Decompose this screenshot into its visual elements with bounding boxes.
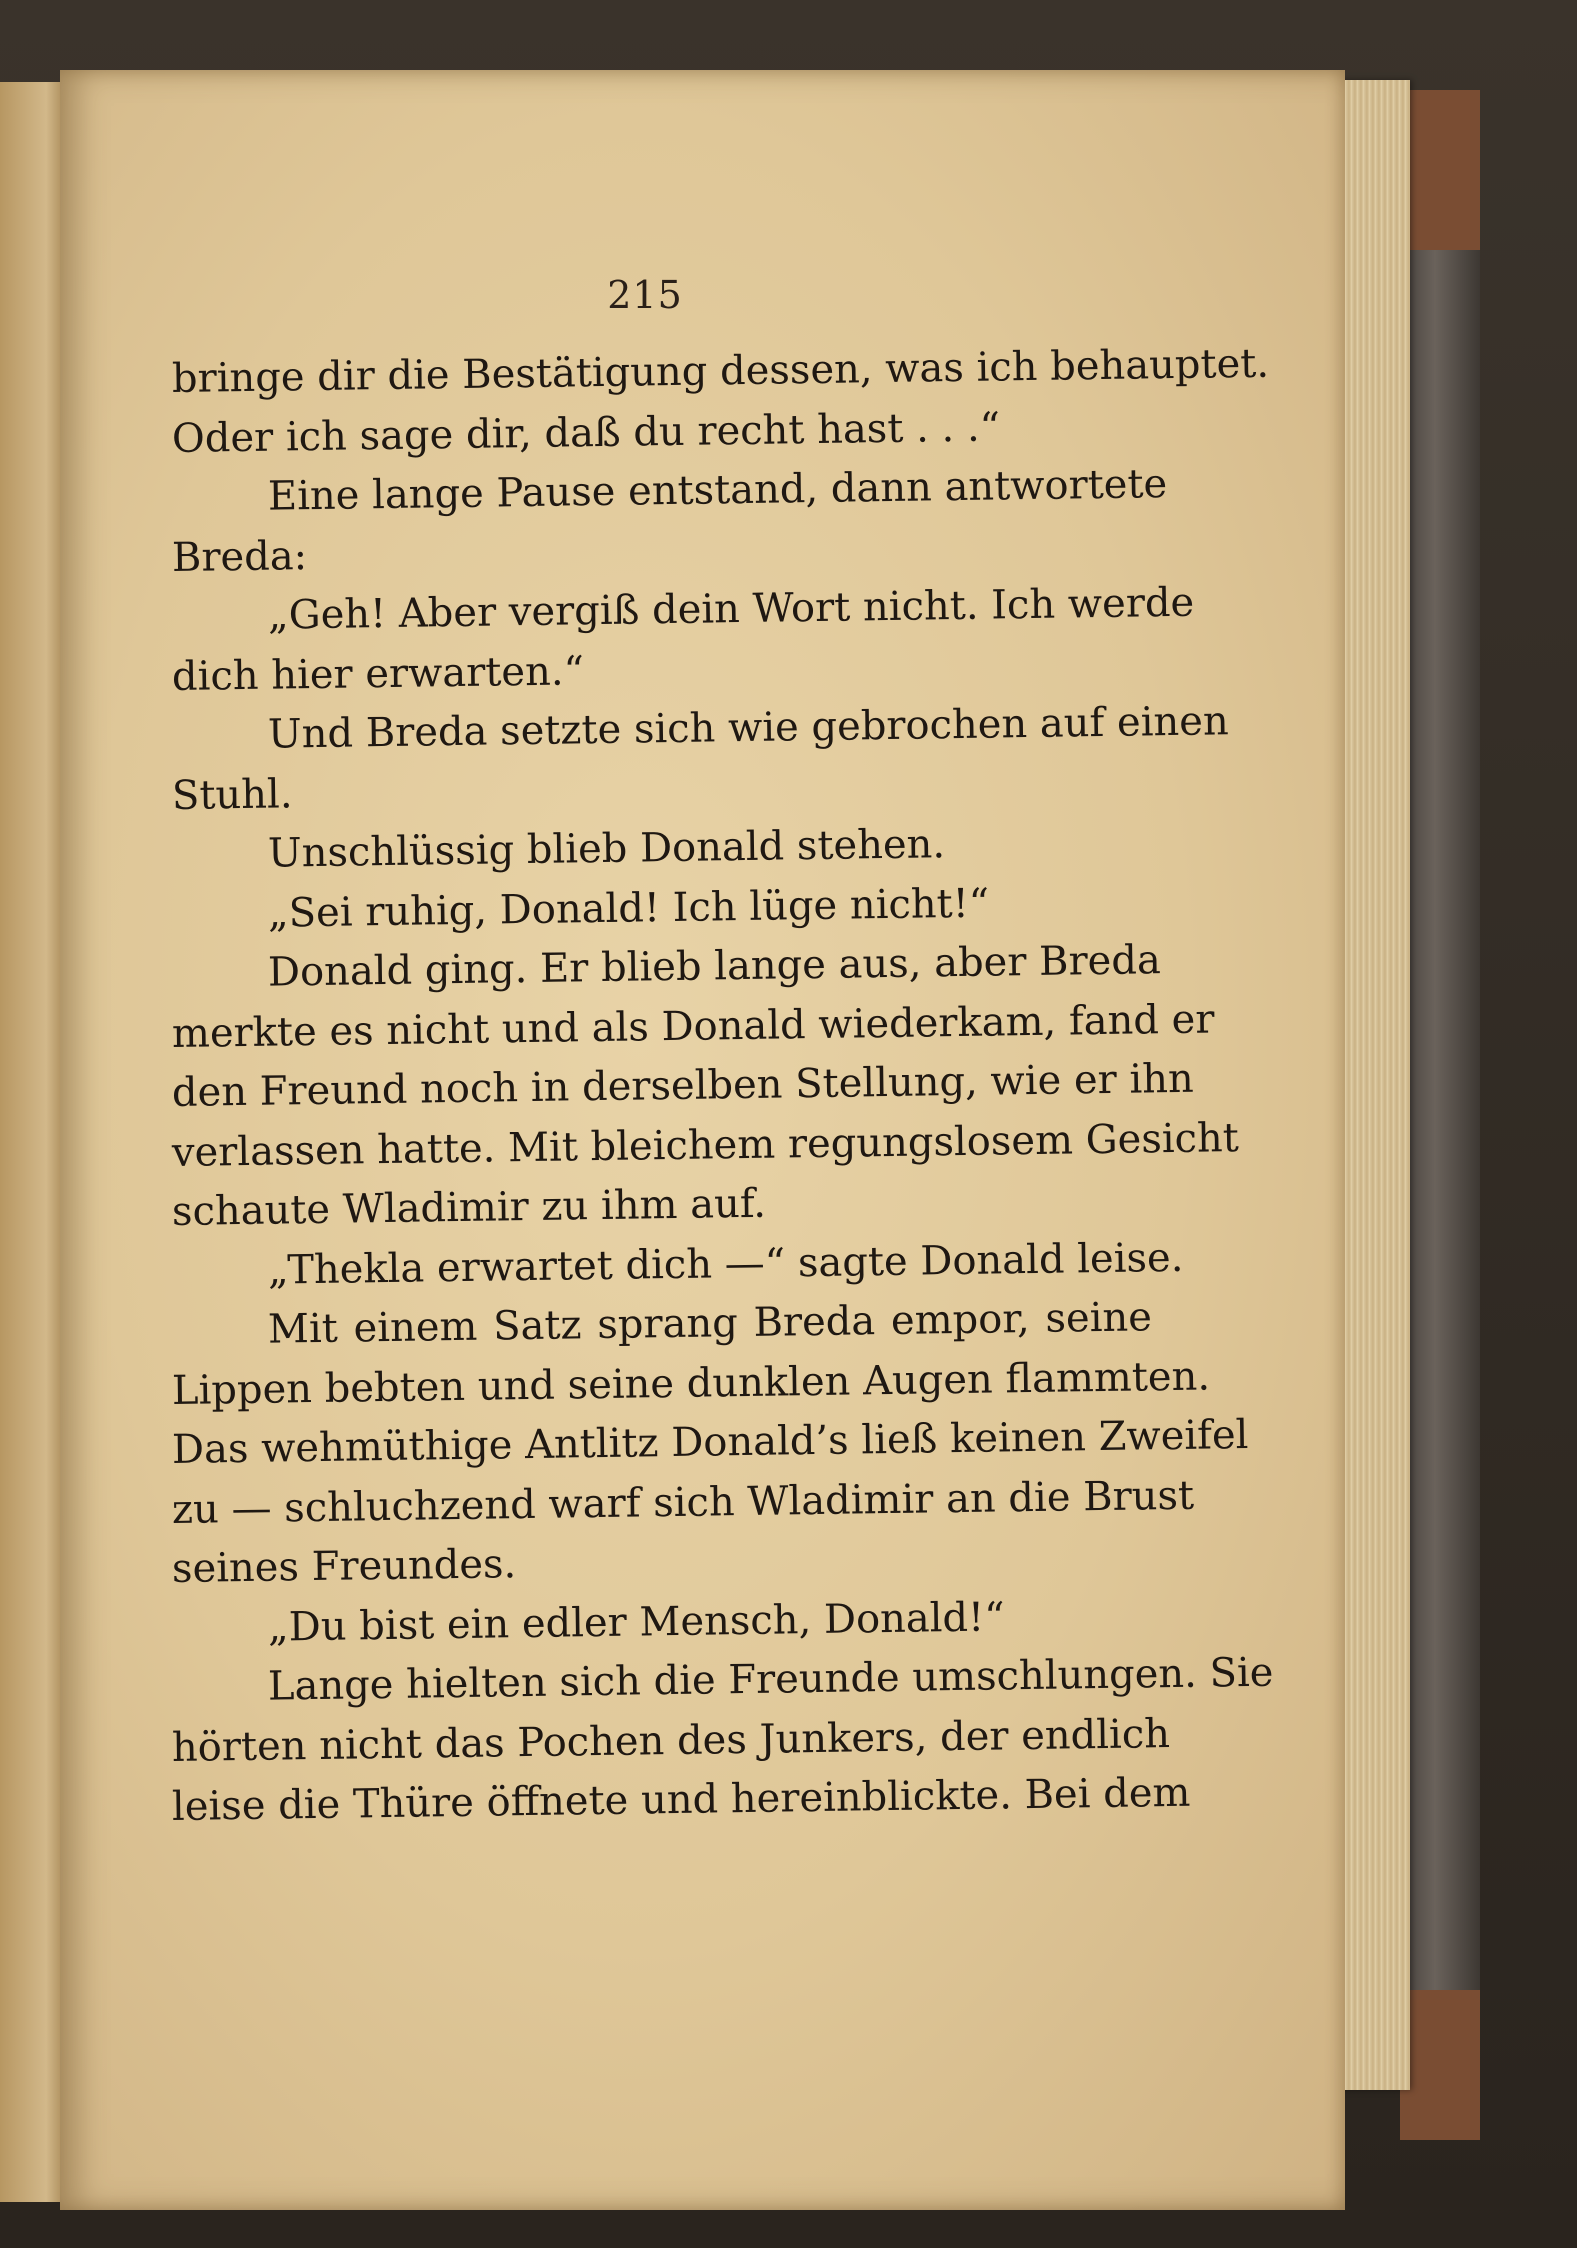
text-line: „Thekla erwartet dich —“ sagte Donald leise. bbox=[267, 1234, 1184, 1294]
text-line: schaute Wladimir zu ihm auf. bbox=[171, 1180, 767, 1235]
text-line: Und Breda setzte sich wie gebrochen auf einen bbox=[267, 698, 1229, 758]
text-line: den Freund noch in derselben Stellung, wie er ihn bbox=[171, 1055, 1195, 1116]
cover-corner-bottom bbox=[1400, 1990, 1480, 2140]
page-stack-edges bbox=[1340, 80, 1410, 2090]
text-line: Das wehmüthige Antlitz Donald’s ließ keinen Zweifel bbox=[171, 1411, 1249, 1473]
text-line: Lange hielten sich die Freunde umschlungen. Sie bbox=[267, 1649, 1274, 1710]
text-line: Breda: bbox=[171, 532, 308, 581]
text-line: dich hier erwarten.“ bbox=[171, 647, 585, 700]
text-line: verlassen hatte. Mit bleichem regungslosem Gesicht bbox=[171, 1114, 1240, 1176]
cover-corner-top bbox=[1400, 90, 1480, 250]
text-line: zu — schluchzend warf sich Wladimir an die Brust bbox=[171, 1472, 1195, 1533]
book-cover bbox=[1405, 95, 1480, 2135]
text-line: merkte es nicht und als Donald wiederkam, fand er bbox=[171, 995, 1215, 1057]
text-line: „Sei ruhig, Donald! Ich lüge nicht!“ bbox=[267, 880, 990, 937]
page-text bbox=[171, 340, 1274, 1838]
text-line: „Geh! Aber vergiß dein Wort nicht. Ich werde bbox=[267, 579, 1195, 639]
text-line: leise die Thüre öffnete und hereinblickte. Bei dem bbox=[171, 1769, 1191, 1830]
text-line: hörten nicht das Pochen des Junkers, der endlich bbox=[171, 1710, 1171, 1771]
text-line: bringe dir die Bestätigung dessen, was ich behauptet. bbox=[171, 340, 1270, 402]
text-line: Lippen bebten und seine dunklen Augen flammten. bbox=[171, 1353, 1211, 1414]
text-line: Unschlüssig blieb Donald stehen. bbox=[267, 821, 946, 877]
page-number: 215 bbox=[607, 273, 683, 317]
facing-page-edge bbox=[0, 82, 66, 2202]
text-line: Stuhl. bbox=[171, 770, 293, 819]
text-line: Oder ich sage dir, daß du recht hast . . .“ bbox=[171, 403, 1001, 462]
text-line: seines Freundes. bbox=[171, 1541, 517, 1592]
text-line: „Du bist ein edler Mensch, Donald!“ bbox=[267, 1593, 1005, 1651]
text-line: Donald ging. Er blieb lange aus, aber Breda bbox=[267, 937, 1162, 996]
text-line: Eine lange Pause entstand, dann antwortete bbox=[267, 461, 1168, 520]
text-line: Mit einem Satz sprang Breda empor, seine bbox=[267, 1294, 1153, 1353]
